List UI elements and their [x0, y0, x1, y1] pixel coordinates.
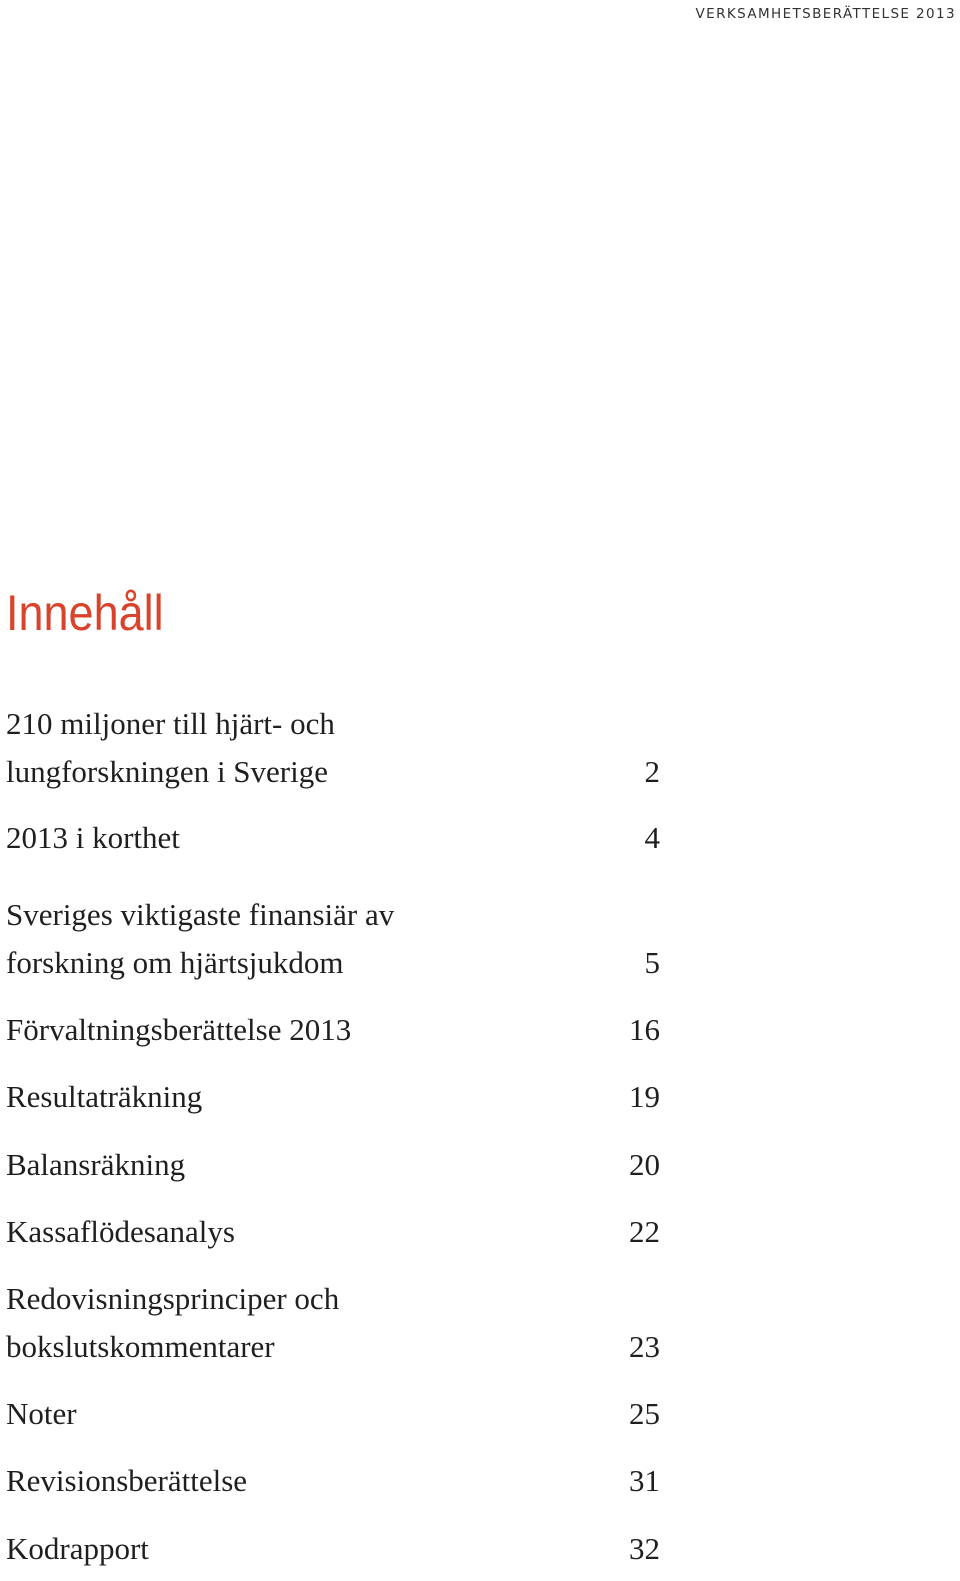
toc-entry-label: Noter [6, 1396, 77, 1431]
toc-entry-label: Redovisningsprinciper och bokslutskommentarer [6, 1281, 340, 1364]
toc-entry-page: 4 [644, 820, 660, 855]
toc-entry-label: Balansräkning [6, 1147, 186, 1182]
toc-entry[interactable] [6, 700, 660, 796]
toc-entry[interactable] [6, 891, 660, 987]
toc-entry-label: 2013 i korthet [6, 820, 180, 855]
toc-entry-label: Kodrapport [6, 1531, 149, 1566]
toc-entry-page: 2 [644, 754, 660, 789]
toc-entry-page: 20 [629, 1147, 660, 1182]
toc-entry-label: Sveriges viktigaste finansiär av forskning om hjärtsjukdom [6, 897, 395, 980]
toc-entry-page: 19 [629, 1079, 660, 1114]
toc-entry-label: 210 miljoner till hjärt- och lungforskningen i Sverige [6, 706, 335, 789]
running-header: VERKSAMHETSBERÄTTELSE 2013 [695, 6, 956, 22]
toc-entry[interactable] [6, 1208, 660, 1256]
toc-entry[interactable] [6, 1141, 660, 1189]
toc-entry[interactable] [6, 814, 660, 862]
toc-entry-label: Förvaltningsberättelse 2013 [6, 1012, 352, 1047]
toc-entry-page: 16 [629, 1012, 660, 1047]
toc-entry[interactable] [6, 1390, 660, 1438]
toc-entry-label: Revisionsberättelse [6, 1463, 248, 1498]
toc-entry-label: Resultaträkning [6, 1079, 203, 1114]
toc-entry-page: 32 [629, 1531, 660, 1566]
toc-entry-page: 22 [629, 1214, 660, 1249]
toc-entry-page: 25 [629, 1396, 660, 1431]
toc-entry-page: 31 [629, 1463, 660, 1498]
toc-entry[interactable] [6, 1275, 660, 1371]
toc-entry[interactable] [6, 1073, 660, 1121]
toc-entry-label: Kassaflödesanalys [6, 1214, 235, 1249]
toc-entry[interactable] [6, 1006, 660, 1054]
toc-entry[interactable] [6, 1457, 660, 1505]
toc-entry[interactable] [6, 1525, 660, 1573]
toc-entry-page: 23 [629, 1329, 660, 1364]
toc-title: Innehåll [6, 585, 164, 641]
toc-entry-page: 5 [644, 945, 660, 980]
